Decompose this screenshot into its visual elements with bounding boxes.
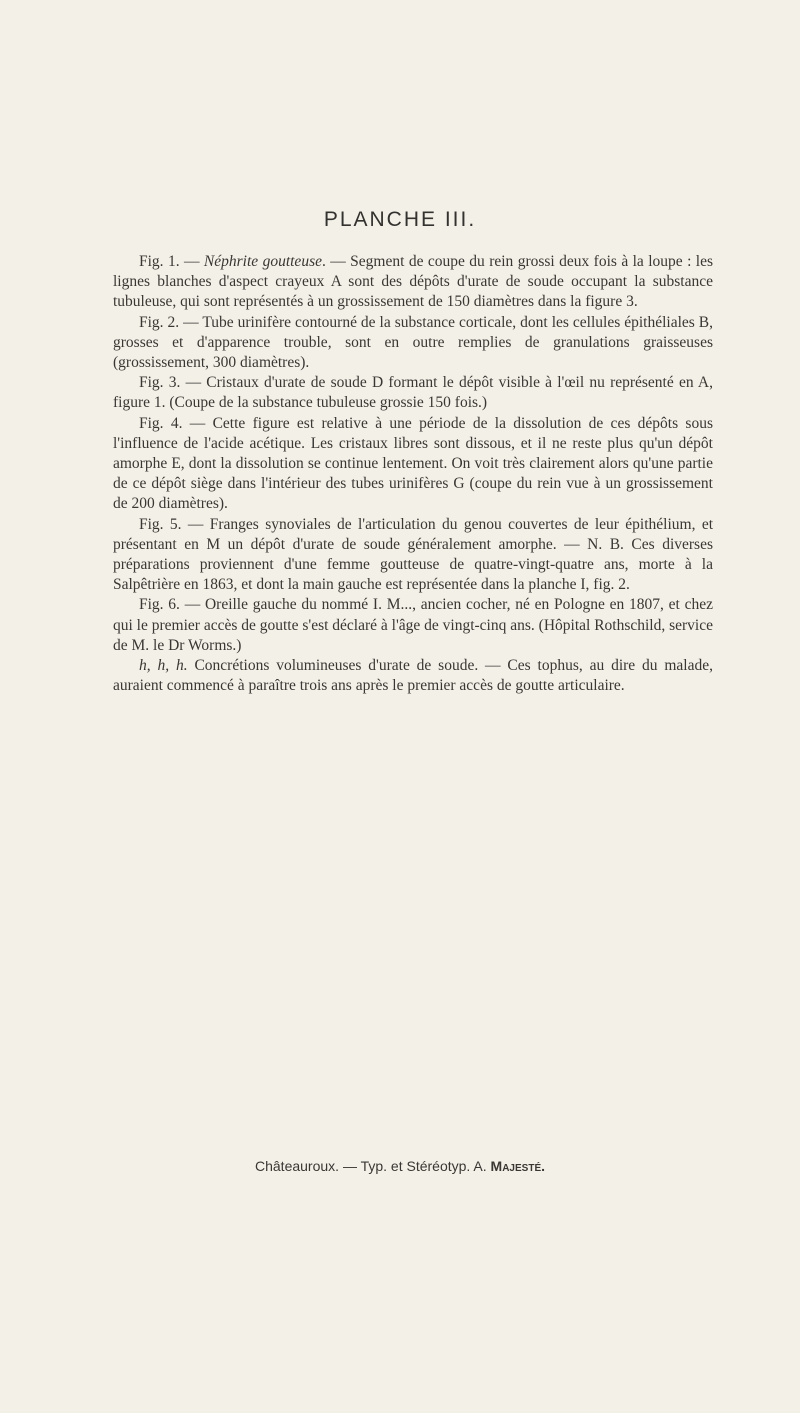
printer-name: Majesté. (490, 1158, 545, 1174)
caption-fig-6 (113, 595, 713, 656)
printer-imprint (0, 1158, 800, 1174)
fig-2-label: Fig. 2. (139, 313, 180, 331)
fig-3-text: — Cristaux d'urate de soude D formant le dépôt visible à l'œil nu représenté en A, figure 1. (Coupe de la substance tubuleuse grossie 150 fois.) (113, 374, 713, 412)
caption-fig-1 (113, 252, 713, 313)
concretions-label: h, h, h. (139, 657, 188, 675)
fig-6-text: — Oreille gauche du nommé I. M..., ancien cocher, né en Pologne en 1807, et chez qui le premier accès de goutte s'est déclaré à l'âge de vingt-cinq ans. (Hôpital Rothschild, service de M. le Dr Worms.) (113, 596, 713, 654)
fig-1-label: Fig. 1. — (139, 253, 200, 270)
caption-fig-2 (113, 313, 713, 374)
caption-fig-4 (113, 414, 713, 515)
fig-4-label: Fig. 4. (139, 414, 183, 432)
fig-3-label: Fig. 3. (139, 374, 181, 392)
fig-5-label: Fig. 5. (139, 515, 182, 533)
concretions-text: Concrétions volumineuses d'urate de soude. — Ces tophus, au dire du malade, auraient commencé à paraître trois ans après le premier accès de goutte articulaire. (113, 657, 714, 695)
plate-title: PLANCHE III. (323, 208, 477, 231)
fig-2-text: — Tube urinifère contourné de la substance corticale, dont les cellules épithéliales B, grosses et d'apparence trouble, sont en outre remplies de granulations graisseuses (grossissement, 300 diamètres). (113, 313, 713, 372)
fig-1-text: . — Segment de coupe du rein grossi deux fois à la loupe : les lignes blanches d'aspect crayeux A sont des dépôts d'urate de soude occupant la substance tubuleuse, qui sont représentés à un grossissement de 150 diamètres dans la figure 3. (113, 253, 714, 311)
caption-fig-3 (113, 373, 713, 413)
plate-captions (113, 252, 713, 696)
fig-5-text: — Franges synoviales de l'articulation du genou couvertes de leur épithélium, et présentant en M un dépôt d'urate de soude généralement amorphe. — N. B. Ces diverses préparations proviennent d'une femme goutteuse de quatre-vingt-quatre ans, morte à la Salpêtrière en 1863, et dont la main gauche est représentée dans la planche I, fig. 2. (113, 515, 713, 594)
fig-4-text: — Cette figure est relative à une période de la dissolution de ces dépôts sous l'influence de l'acide acétique. Les cristaux libres sont dissous, et il ne reste plus qu'un dépôt amorphe E, dont la dissolution se continue lentement. On voit très clairement alors qu'une partie de ce dépôt siège dans l'intérieur des tubes urinifères G (coupe du rein vue à un grossissement de 200 diamètres). (113, 414, 713, 513)
fig-1-title: Néphrite goutteuse (203, 253, 322, 270)
caption-concretions (113, 656, 713, 696)
fig-6-label: Fig. 6. (139, 596, 180, 614)
caption-fig-5 (113, 515, 713, 596)
imprint-text: Châteauroux. — Typ. et Stéréotyp. A. (255, 1158, 487, 1174)
